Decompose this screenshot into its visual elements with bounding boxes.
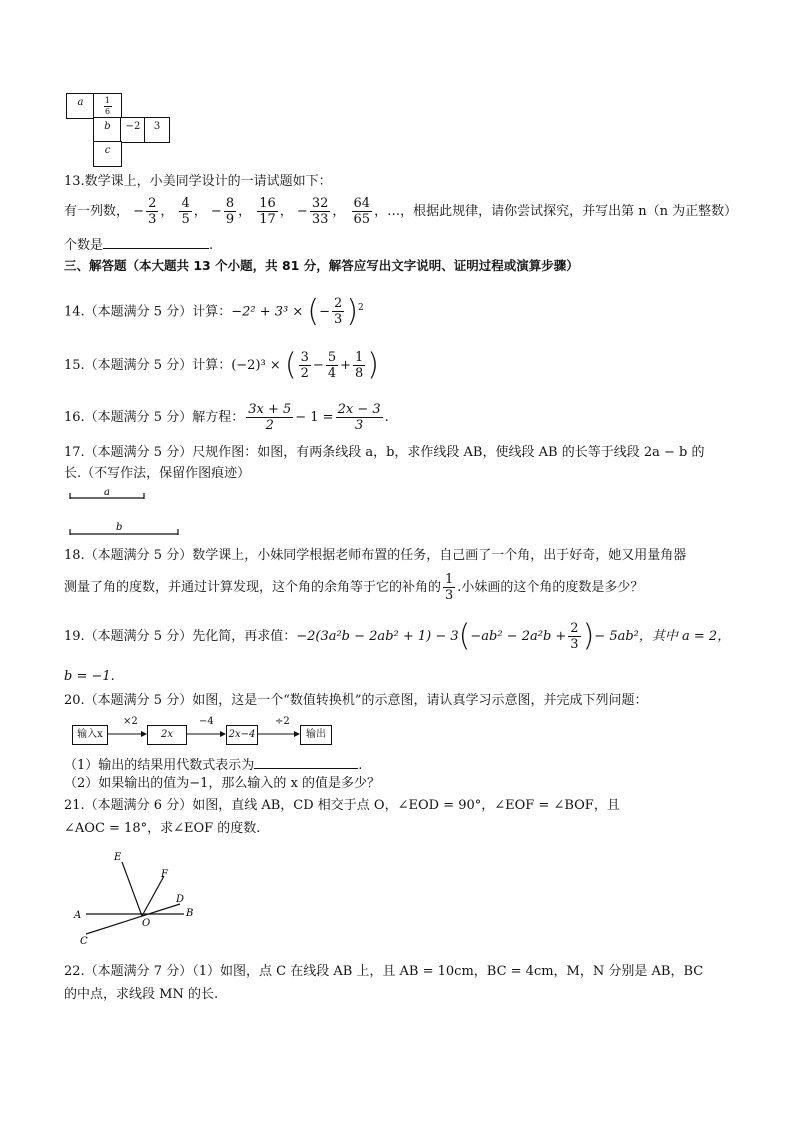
box-2x-minus-4: 2x−4 [226,725,258,745]
segment-a [70,487,144,499]
q13-term: $\frac{4}{5}$ [181,196,190,227]
q21-line2: ∠AOC = 18°，求∠EOF 的度数. [64,821,261,836]
ray-OE [122,862,142,916]
q13-answer-line: 个数是 . [64,238,214,253]
input-box: 输入x [72,725,108,745]
segments-figure [64,484,194,540]
q22-line2: 的中点，求线段 MN 的长. [64,987,219,1002]
segment-b-label: b [116,522,123,533]
net-cell-b: b [93,117,122,143]
op-times-2: ×2 [123,716,138,727]
net-cell-a: a [66,93,95,119]
q13-label: 13.数学课上，小美同学设计的一请试题如下： [64,174,332,189]
q13-term: − $\frac{32}{33}$ [296,196,329,227]
q17-line1: 17.（本题满分 5 分）尺规作图：如图，有两条线段 a，b，求作线段 AB，使线段 AB 的长等于线段 2a − b 的 [64,445,705,460]
q18-line2: 测量了角的度数，并通过计算发现，这个角的余角等于它的补角的 $\frac{1}{3}$ .小妹画的这个角的度数是多少？ [64,572,644,603]
q20-sub2: （2）如果输出的值为−1，那么输入的 x 的值是多少？ [64,776,381,791]
q13-term: − $\frac{2}{3}$ [133,196,157,227]
q20-sub1: （1）输出的结果用代数式表示为 . [64,758,363,773]
q18-line1: 18.（本题满分 5 分）数学课上，小妹同学根据老师布置的任务，自己画了一个角，出于好奇，她又用量角器 [64,548,687,563]
net-cell-neg2: −2 [120,117,146,143]
q21-line1: 21.（本题满分 6 分）如图，直线 AB，CD 相交于点 O，∠EOD = 90°，∠EOF = ∠BOF，且 [64,798,620,813]
label-D: D [176,894,185,905]
q20-line1: 20.（本题满分 5 分）如图，这是一个“数值转换机”的示意图，请认真学习示意图，并完成下列问题： [64,693,648,708]
q13-sequence: 有一列数， − $\frac{2}{3}$ ， $\frac{4}{5}$ ， − $\frac{8}{9}$ ， $\frac{16}{17}$ ， − $\frac{32}{33}$ ， $\frac{64}{65}$ ，…，根据此规律，请你尝试探究，并写出第 n（n 为正整数） [64,196,738,227]
q22-line1: 22.（本题满分 7 分）（1）如图，点 C 在线段 AB 上，且 AB = 10cm，BC = 4cm，M，N 分别是 AB，BC [64,964,704,979]
box-2x: 2x [147,725,187,745]
intersecting-lines-figure [64,846,214,950]
net-cell-3: 3 [144,117,170,143]
q15: 15.（本题满分 5 分）计算：(−2)³ × ( $\frac{3}{2}$ − $\frac{5}{4}$ + $\frac{1}{8}$ ) [64,347,379,383]
q16: 16.（本题满分 5 分）解方程： $\frac{3x + 5}{2}$ − 1 = $\frac{2x - 3}{3}$ . [64,402,389,433]
label-B: B [186,908,194,919]
net-cell-fraction: 1 6 [93,93,122,119]
label-E: E [114,852,122,863]
label-C: C [80,936,88,947]
q13-term: $\frac{16}{17}$ [259,196,276,227]
q13-term: $\frac{64}{65}$ [353,196,371,227]
section-3-heading: 三、解答题（本大题共 13 个小题，共 81 分，解答应写出文字说明、证明过程或演算步骤） [64,258,579,273]
op-div-2: ÷2 [275,716,290,727]
q13-term: − $\frac{8}{9}$ [210,196,235,227]
answer-blank[interactable] [103,236,209,249]
answer-blank[interactable] [254,756,358,769]
label-A: A [74,910,82,921]
line-CD [86,904,180,934]
label-O: O [142,918,151,929]
label-F: F [161,869,168,880]
output-box: 输出 [300,725,332,745]
op-minus-4: −4 [199,716,214,727]
q14: 14.（本题满分 5 分）计算：−2² + 3³ × (− $\frac{2}{3}$ )$^2$ [64,293,364,329]
q19-line2: b = −1. [64,669,115,684]
q17-line2: 长.（不写作法，保留作图痕迹） [64,466,251,481]
net-cell-c: c [93,141,122,167]
segment-b [70,522,178,535]
q19-line1: 19.（本题满分 5 分）先化简，再求值：−2(3a²b − 2ab² + 1) − 3(−ab² − 2a²b + $\frac{2}{3}$ )− 5ab²，其中 a = 2， [64,618,731,654]
segment-a-label: a [104,487,110,498]
